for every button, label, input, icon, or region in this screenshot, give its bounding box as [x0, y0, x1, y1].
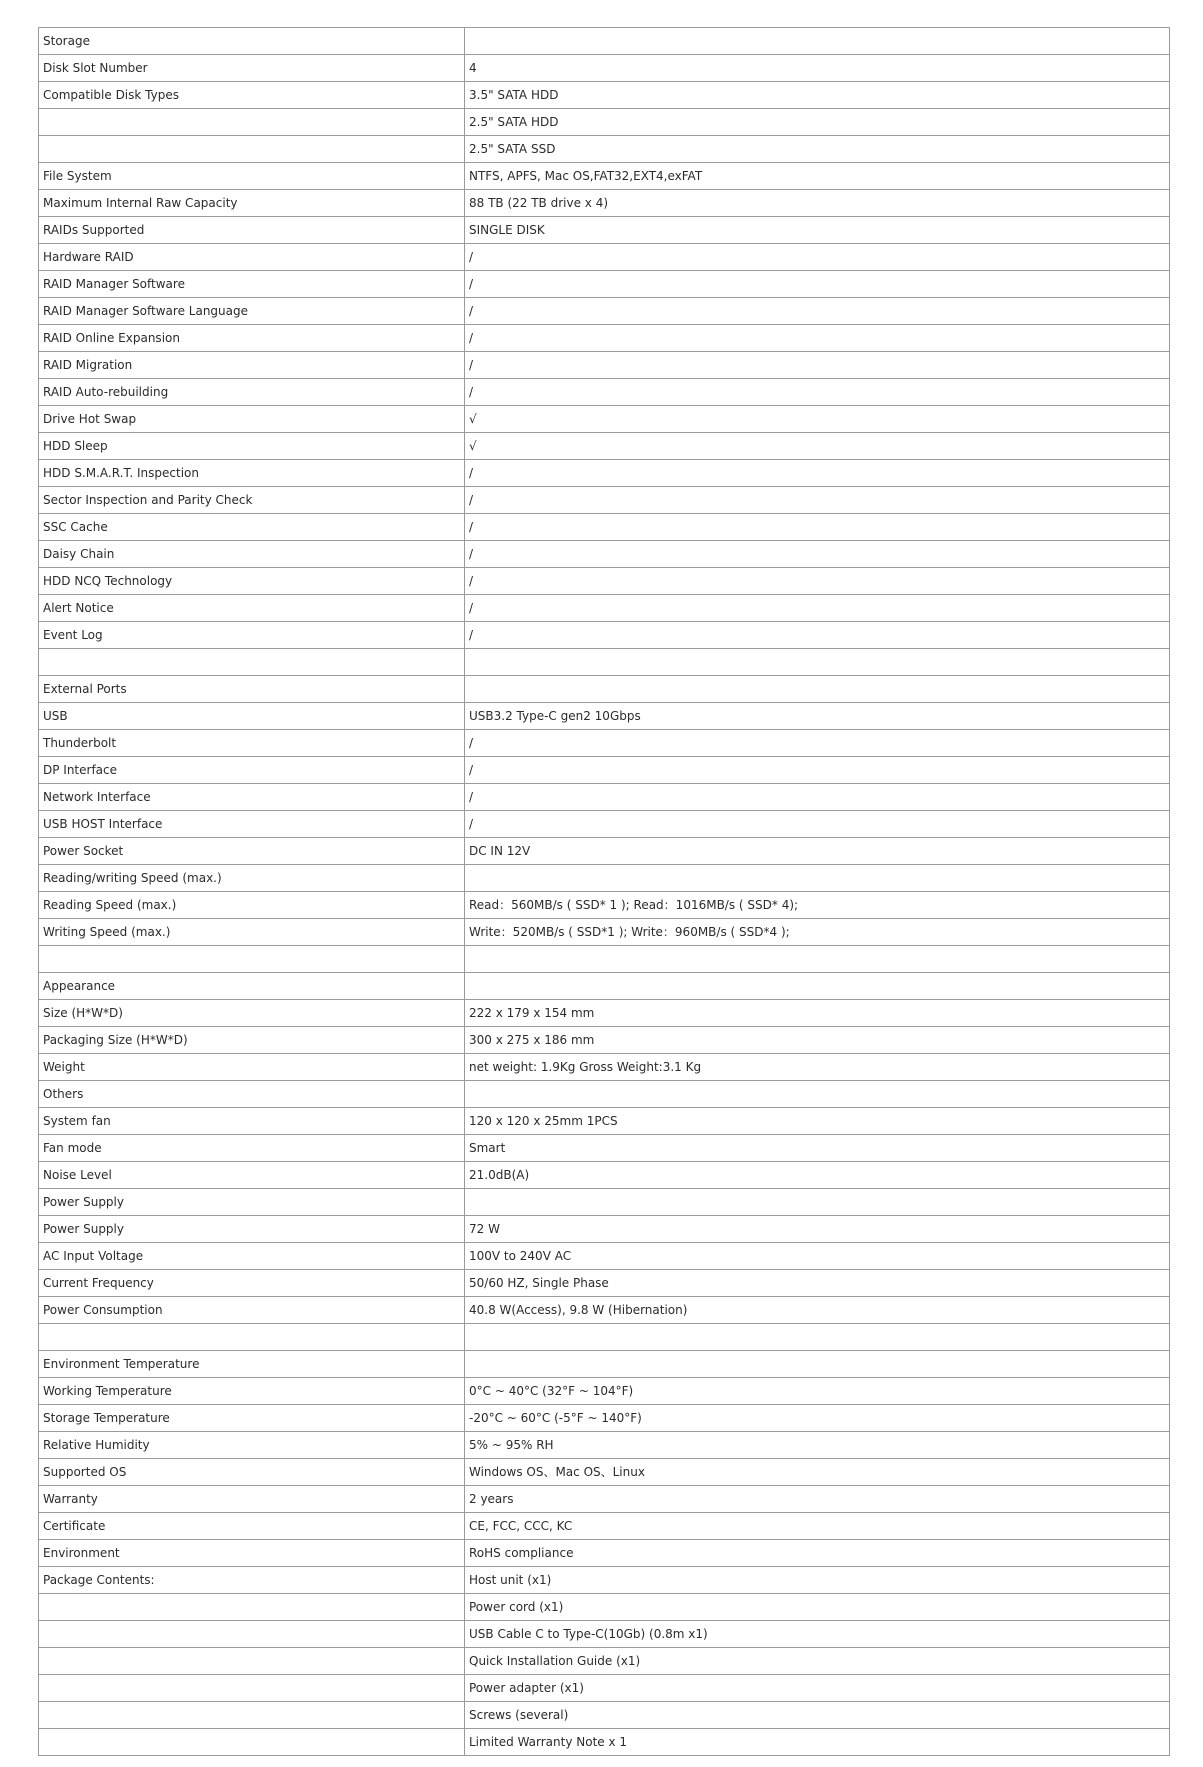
spec-value-cell: net weight: 1.9Kg Gross Weight:3.1 Kg	[465, 1054, 1170, 1081]
table-row	[39, 1432, 1170, 1459]
table-row	[39, 1162, 1170, 1189]
spec-label-cell: Reading Speed (max.)	[39, 892, 465, 919]
table-row	[39, 784, 1170, 811]
spec-label-cell: Reading/writing Speed (max.)	[39, 865, 465, 892]
table-row	[39, 1459, 1170, 1486]
spec-label-cell: Appearance	[39, 973, 465, 1000]
spec-label-cell	[39, 1729, 465, 1756]
spec-value-cell: Host unit (x1)	[465, 1567, 1170, 1594]
table-row	[39, 1594, 1170, 1621]
table-row	[39, 244, 1170, 271]
spec-value-cell: Smart	[465, 1135, 1170, 1162]
spec-label-cell: RAID Online Expansion	[39, 325, 465, 352]
spec-label-cell: Supported OS	[39, 1459, 465, 1486]
spec-value-cell: Write：520MB/s ( SSD*1 ); Write：960MB/s ( SSD*4 );	[465, 919, 1170, 946]
table-row	[39, 271, 1170, 298]
spec-label-cell: Storage	[39, 28, 465, 55]
table-row	[39, 217, 1170, 244]
spec-label-cell: File System	[39, 163, 465, 190]
spec-value-cell: USB Cable C to Type-C(10Gb) (0.8m x1)	[465, 1621, 1170, 1648]
table-row	[39, 352, 1170, 379]
spec-value-cell: /	[465, 757, 1170, 784]
table-row	[39, 1513, 1170, 1540]
spec-value-cell: /	[465, 622, 1170, 649]
spec-value-cell: 4	[465, 55, 1170, 82]
spec-label-cell: RAIDs Supported	[39, 217, 465, 244]
spec-label-cell: Current Frequency	[39, 1270, 465, 1297]
spec-value-cell: 40.8 W(Access), 9.8 W (Hibernation)	[465, 1297, 1170, 1324]
spec-value-cell	[465, 28, 1170, 55]
spec-label-cell: RAID Manager Software Language	[39, 298, 465, 325]
spec-value-cell: /	[465, 514, 1170, 541]
spec-value-cell: /	[465, 487, 1170, 514]
table-row	[39, 1621, 1170, 1648]
spec-label-cell: Compatible Disk Types	[39, 82, 465, 109]
table-row	[39, 1243, 1170, 1270]
spec-label-cell: Event Log	[39, 622, 465, 649]
spec-value-cell	[465, 676, 1170, 703]
table-row	[39, 55, 1170, 82]
spec-value-cell: 2 years	[465, 1486, 1170, 1513]
spec-label-cell	[39, 1324, 465, 1351]
spec-value-cell	[465, 1189, 1170, 1216]
spec-value-cell: /	[465, 379, 1170, 406]
spec-label-cell: Writing Speed (max.)	[39, 919, 465, 946]
table-row	[39, 1351, 1170, 1378]
table-row	[39, 757, 1170, 784]
spec-value-cell	[465, 946, 1170, 973]
spec-value-cell: /	[465, 460, 1170, 487]
spec-label-cell: Warranty	[39, 1486, 465, 1513]
spec-value-cell: /	[465, 352, 1170, 379]
spec-value-cell: 88 TB (22 TB drive x 4)	[465, 190, 1170, 217]
spec-value-cell	[465, 865, 1170, 892]
spec-value-cell: /	[465, 730, 1170, 757]
spec-label-cell: System fan	[39, 1108, 465, 1135]
spec-table-body	[39, 28, 1170, 1756]
spec-label-cell: Power Supply	[39, 1189, 465, 1216]
spec-value-cell: √	[465, 433, 1170, 460]
table-row	[39, 28, 1170, 55]
spec-sheet	[38, 27, 1163, 1756]
table-row	[39, 919, 1170, 946]
spec-value-cell: 222 x 179 x 154 mm	[465, 1000, 1170, 1027]
spec-label-cell: HDD S.M.A.R.T. Inspection	[39, 460, 465, 487]
spec-value-cell: Power adapter (x1)	[465, 1675, 1170, 1702]
table-row	[39, 1567, 1170, 1594]
table-row	[39, 298, 1170, 325]
spec-label-cell: Environment	[39, 1540, 465, 1567]
table-row	[39, 1378, 1170, 1405]
spec-value-cell: 100V to 240V AC	[465, 1243, 1170, 1270]
spec-value-cell: NTFS, APFS, Mac OS,FAT32,EXT4,exFAT	[465, 163, 1170, 190]
table-row	[39, 433, 1170, 460]
spec-label-cell: Network Interface	[39, 784, 465, 811]
spec-label-cell	[39, 1594, 465, 1621]
spec-value-cell: 50/60 HZ, Single Phase	[465, 1270, 1170, 1297]
spec-value-cell: /	[465, 595, 1170, 622]
table-row	[39, 1108, 1170, 1135]
spec-value-cell: 0°C ~ 40°C (32°F ~ 104°F)	[465, 1378, 1170, 1405]
spec-value-cell: 2.5" SATA HDD	[465, 109, 1170, 136]
spec-label-cell: Daisy Chain	[39, 541, 465, 568]
table-row	[39, 325, 1170, 352]
spec-value-cell: 21.0dB(A)	[465, 1162, 1170, 1189]
spec-label-cell: Power Socket	[39, 838, 465, 865]
spec-label-cell: Drive Hot Swap	[39, 406, 465, 433]
spec-label-cell	[39, 1675, 465, 1702]
spec-label-cell	[39, 946, 465, 973]
spec-label-cell: Working Temperature	[39, 1378, 465, 1405]
spec-label-cell	[39, 1648, 465, 1675]
spec-label-cell: Others	[39, 1081, 465, 1108]
spec-value-cell	[465, 1324, 1170, 1351]
spec-label-cell	[39, 649, 465, 676]
spec-label-cell	[39, 1702, 465, 1729]
table-row	[39, 1675, 1170, 1702]
table-row	[39, 379, 1170, 406]
spec-value-cell: DC IN 12V	[465, 838, 1170, 865]
spec-label-cell: HDD NCQ Technology	[39, 568, 465, 595]
spec-label-cell: Hardware RAID	[39, 244, 465, 271]
spec-value-cell: RoHS compliance	[465, 1540, 1170, 1567]
spec-label-cell: Maximum Internal Raw Capacity	[39, 190, 465, 217]
spec-label-cell: Size (H*W*D)	[39, 1000, 465, 1027]
table-row	[39, 595, 1170, 622]
spec-value-cell: -20°C ~ 60°C (-5°F ~ 140°F)	[465, 1405, 1170, 1432]
table-row	[39, 1027, 1170, 1054]
table-row	[39, 514, 1170, 541]
spec-label-cell: Package Contents:	[39, 1567, 465, 1594]
table-row	[39, 1297, 1170, 1324]
spec-label-cell: HDD Sleep	[39, 433, 465, 460]
spec-label-cell: Power Supply	[39, 1216, 465, 1243]
table-row	[39, 676, 1170, 703]
spec-value-cell: /	[465, 568, 1170, 595]
spec-value-cell: 120 x 120 x 25mm 1PCS	[465, 1108, 1170, 1135]
table-row	[39, 1729, 1170, 1756]
spec-label-cell: Packaging Size (H*W*D)	[39, 1027, 465, 1054]
spec-value-cell: SINGLE DISK	[465, 217, 1170, 244]
spec-label-cell: RAID Manager Software	[39, 271, 465, 298]
spec-value-cell: CE, FCC, CCC, KC	[465, 1513, 1170, 1540]
table-row	[39, 1324, 1170, 1351]
spec-value-cell: Quick Installation Guide (x1)	[465, 1648, 1170, 1675]
spec-value-cell: 2.5" SATA SSD	[465, 136, 1170, 163]
spec-value-cell: √	[465, 406, 1170, 433]
table-row	[39, 622, 1170, 649]
table-row	[39, 865, 1170, 892]
spec-label-cell: Thunderbolt	[39, 730, 465, 757]
spec-value-cell: Limited Warranty Note x 1	[465, 1729, 1170, 1756]
table-row	[39, 1648, 1170, 1675]
spec-label-cell: Certificate	[39, 1513, 465, 1540]
spec-value-cell: 72 W	[465, 1216, 1170, 1243]
table-row	[39, 1270, 1170, 1297]
spec-label-cell: Environment Temperature	[39, 1351, 465, 1378]
spec-label-cell: USB	[39, 703, 465, 730]
spec-label-cell: Disk Slot Number	[39, 55, 465, 82]
spec-value-cell: Power cord (x1)	[465, 1594, 1170, 1621]
spec-value-cell: USB3.2 Type-C gen2 10Gbps	[465, 703, 1170, 730]
spec-value-cell: 3.5" SATA HDD	[465, 82, 1170, 109]
table-row	[39, 541, 1170, 568]
spec-value-cell: /	[465, 271, 1170, 298]
spec-value-cell: /	[465, 784, 1170, 811]
spec-label-cell	[39, 1621, 465, 1648]
spec-label-cell: Storage Temperature	[39, 1405, 465, 1432]
spec-value-cell	[465, 973, 1170, 1000]
table-row	[39, 1405, 1170, 1432]
table-row	[39, 892, 1170, 919]
table-row	[39, 1054, 1170, 1081]
spec-label-cell: Noise Level	[39, 1162, 465, 1189]
spec-value-cell: Screws (several)	[465, 1702, 1170, 1729]
table-row	[39, 109, 1170, 136]
spec-value-cell	[465, 1351, 1170, 1378]
spec-value-cell: /	[465, 298, 1170, 325]
spec-label-cell	[39, 136, 465, 163]
spec-label-cell: RAID Migration	[39, 352, 465, 379]
table-row	[39, 649, 1170, 676]
spec-value-cell	[465, 649, 1170, 676]
table-row	[39, 1081, 1170, 1108]
table-row	[39, 190, 1170, 217]
table-row	[39, 136, 1170, 163]
table-row	[39, 460, 1170, 487]
spec-value-cell: Read：560MB/s ( SSD* 1 ); Read：1016MB/s ( SSD* 4);	[465, 892, 1170, 919]
table-row	[39, 163, 1170, 190]
table-row	[39, 568, 1170, 595]
spec-value-cell: /	[465, 811, 1170, 838]
table-row	[39, 82, 1170, 109]
spec-label-cell: Relative Humidity	[39, 1432, 465, 1459]
spec-value-cell: 300 x 275 x 186 mm	[465, 1027, 1170, 1054]
table-row	[39, 730, 1170, 757]
spec-value-cell: 5% ~ 95% RH	[465, 1432, 1170, 1459]
table-row	[39, 487, 1170, 514]
spec-label-cell: RAID Auto-rebuilding	[39, 379, 465, 406]
spec-label-cell: SSC Cache	[39, 514, 465, 541]
table-row	[39, 406, 1170, 433]
spec-label-cell: Alert Notice	[39, 595, 465, 622]
table-row	[39, 811, 1170, 838]
spec-label-cell	[39, 109, 465, 136]
table-row	[39, 1000, 1170, 1027]
table-row	[39, 703, 1170, 730]
table-row	[39, 1189, 1170, 1216]
table-row	[39, 946, 1170, 973]
spec-label-cell: Weight	[39, 1054, 465, 1081]
spec-label-cell: DP Interface	[39, 757, 465, 784]
spec-label-cell: Sector Inspection and Parity Check	[39, 487, 465, 514]
table-row	[39, 838, 1170, 865]
spec-value-cell	[465, 1081, 1170, 1108]
table-row	[39, 1216, 1170, 1243]
table-row	[39, 1702, 1170, 1729]
spec-value-cell: /	[465, 541, 1170, 568]
spec-value-cell: /	[465, 244, 1170, 271]
spec-table	[38, 27, 1170, 1756]
table-row	[39, 973, 1170, 1000]
spec-label-cell: Power Consumption	[39, 1297, 465, 1324]
spec-value-cell: Windows OS、Mac OS、Linux	[465, 1459, 1170, 1486]
spec-label-cell: Fan mode	[39, 1135, 465, 1162]
spec-label-cell: External Ports	[39, 676, 465, 703]
spec-label-cell: AC Input Voltage	[39, 1243, 465, 1270]
spec-value-cell: /	[465, 325, 1170, 352]
table-row	[39, 1540, 1170, 1567]
table-row	[39, 1486, 1170, 1513]
table-row	[39, 1135, 1170, 1162]
spec-label-cell: USB HOST Interface	[39, 811, 465, 838]
